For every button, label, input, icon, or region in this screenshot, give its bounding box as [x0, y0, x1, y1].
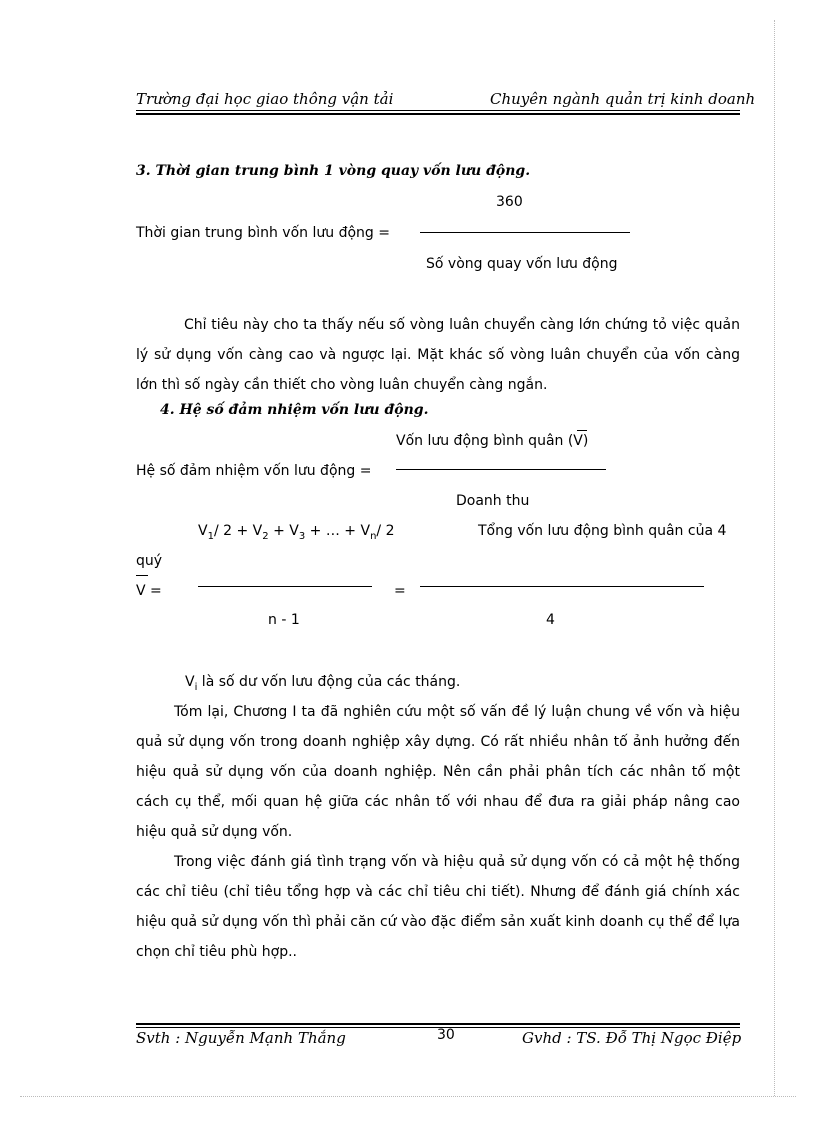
paragraph-3: Trong việc đánh giá tình trạng vốn và hiệu quả sử dụng vốn có cả một hệ thống các chỉ tiêu (chỉ tiêu tổng hợp và các chỉ tiêu chi tiết). Nhưng để đánh giá chính xác hiệu quả sử dụng vốn thì phải căn cứ vào đặc điểm sản xuất kinh doanh cụ thể để lựa chọn chỉ tiêu phù hợp..: [136, 854, 740, 960]
formula-vbar-lhs: V =: [136, 583, 162, 599]
formula-vbar-equals: =: [394, 583, 406, 599]
formula-4-fraction-bar: [396, 469, 606, 470]
formula-vbar-quy: quý: [136, 553, 163, 569]
section-4-heading: 4. Hệ số đảm nhiệm vốn lưu động.: [160, 402, 429, 418]
formula-vbar-bar-left: [198, 586, 372, 587]
footer-student: Svth : Nguyễn Mạnh Thắng: [136, 1029, 346, 1047]
page-number: 30: [437, 1027, 455, 1043]
formula-vbar-numerator-right: Tổng vốn lưu động bình quân của 4: [478, 523, 727, 539]
paragraph-2: Tóm lại, Chương I ta đã nghiên cứu một số vấn đề lý luận chung về vốn và hiệu quả sử dụng vốn trong doanh nghiệp xây dựng. Có rất nhiều nhân tố ảnh hưởng đến hiệu quả sử dụng vốn của doanh nghiệp. Nên cần phải phân tích các nhân tố một cách cụ thể, mối quan hệ giữa các nhân tố với nhau để đưa ra giải pháp nâng cao hiệu quả sử dụng vốn.: [136, 704, 740, 840]
formula-vbar-bar-right: [420, 586, 704, 587]
footer-advisor: Gvhd : TS. Đỗ Thị Ngọc Điệp: [522, 1029, 742, 1047]
formula-3-fraction-bar: [420, 232, 630, 233]
footer-rule-top: [136, 1023, 740, 1025]
vi-note: $V_i$ là số dư vốn lưu động của các tháng.: [185, 674, 461, 693]
header-school: Trường đại học giao thông vận tải: [136, 90, 394, 108]
v-bar-overline: [577, 430, 587, 431]
formula-3-denominator: Số vòng quay vốn lưu động: [426, 256, 618, 272]
header-major: Chuyên ngành quản trị kinh doanh: [490, 90, 756, 108]
header-rule-bottom: [136, 113, 740, 115]
formula-4-denominator: Doanh thu: [456, 493, 530, 509]
formula-3-lhs: Thời gian trung bình vốn lưu động =: [136, 225, 390, 241]
formula-vbar-numerator: $V_1/$ $2 + V_2 + V_3$ + … + $V_n/$ 2: [198, 523, 395, 542]
header-rule-top: [136, 110, 740, 111]
formula-4-lhs: Hệ số đảm nhiệm vốn lưu động =: [136, 463, 372, 479]
page-edge-bottom: [20, 1096, 796, 1097]
paragraph-1: Chỉ tiêu này cho ta thấy nếu số vòng luân chuyển càng lớn chứng tỏ việc quản lý sử dụng vốn càng cao và ngược lại. Mặt khác số vòng luân chuyển của vốn càng lớn thì số ngày cần thiết cho vòng luân chuyển càng ngắn.: [136, 317, 740, 393]
formula-vbar-denominator-left: n - 1: [268, 612, 300, 628]
section-3-heading: 3. Thời gian trung bình 1 vòng quay vốn lưu động.: [136, 163, 531, 179]
page-edge-right: [774, 20, 775, 1096]
vbar-overline: [136, 575, 148, 576]
formula-3-numerator: 360: [496, 194, 523, 210]
formula-4-numerator: Vốn lưu động bình quân (V): [396, 433, 589, 449]
formula-vbar-denominator-right: 4: [546, 612, 555, 628]
